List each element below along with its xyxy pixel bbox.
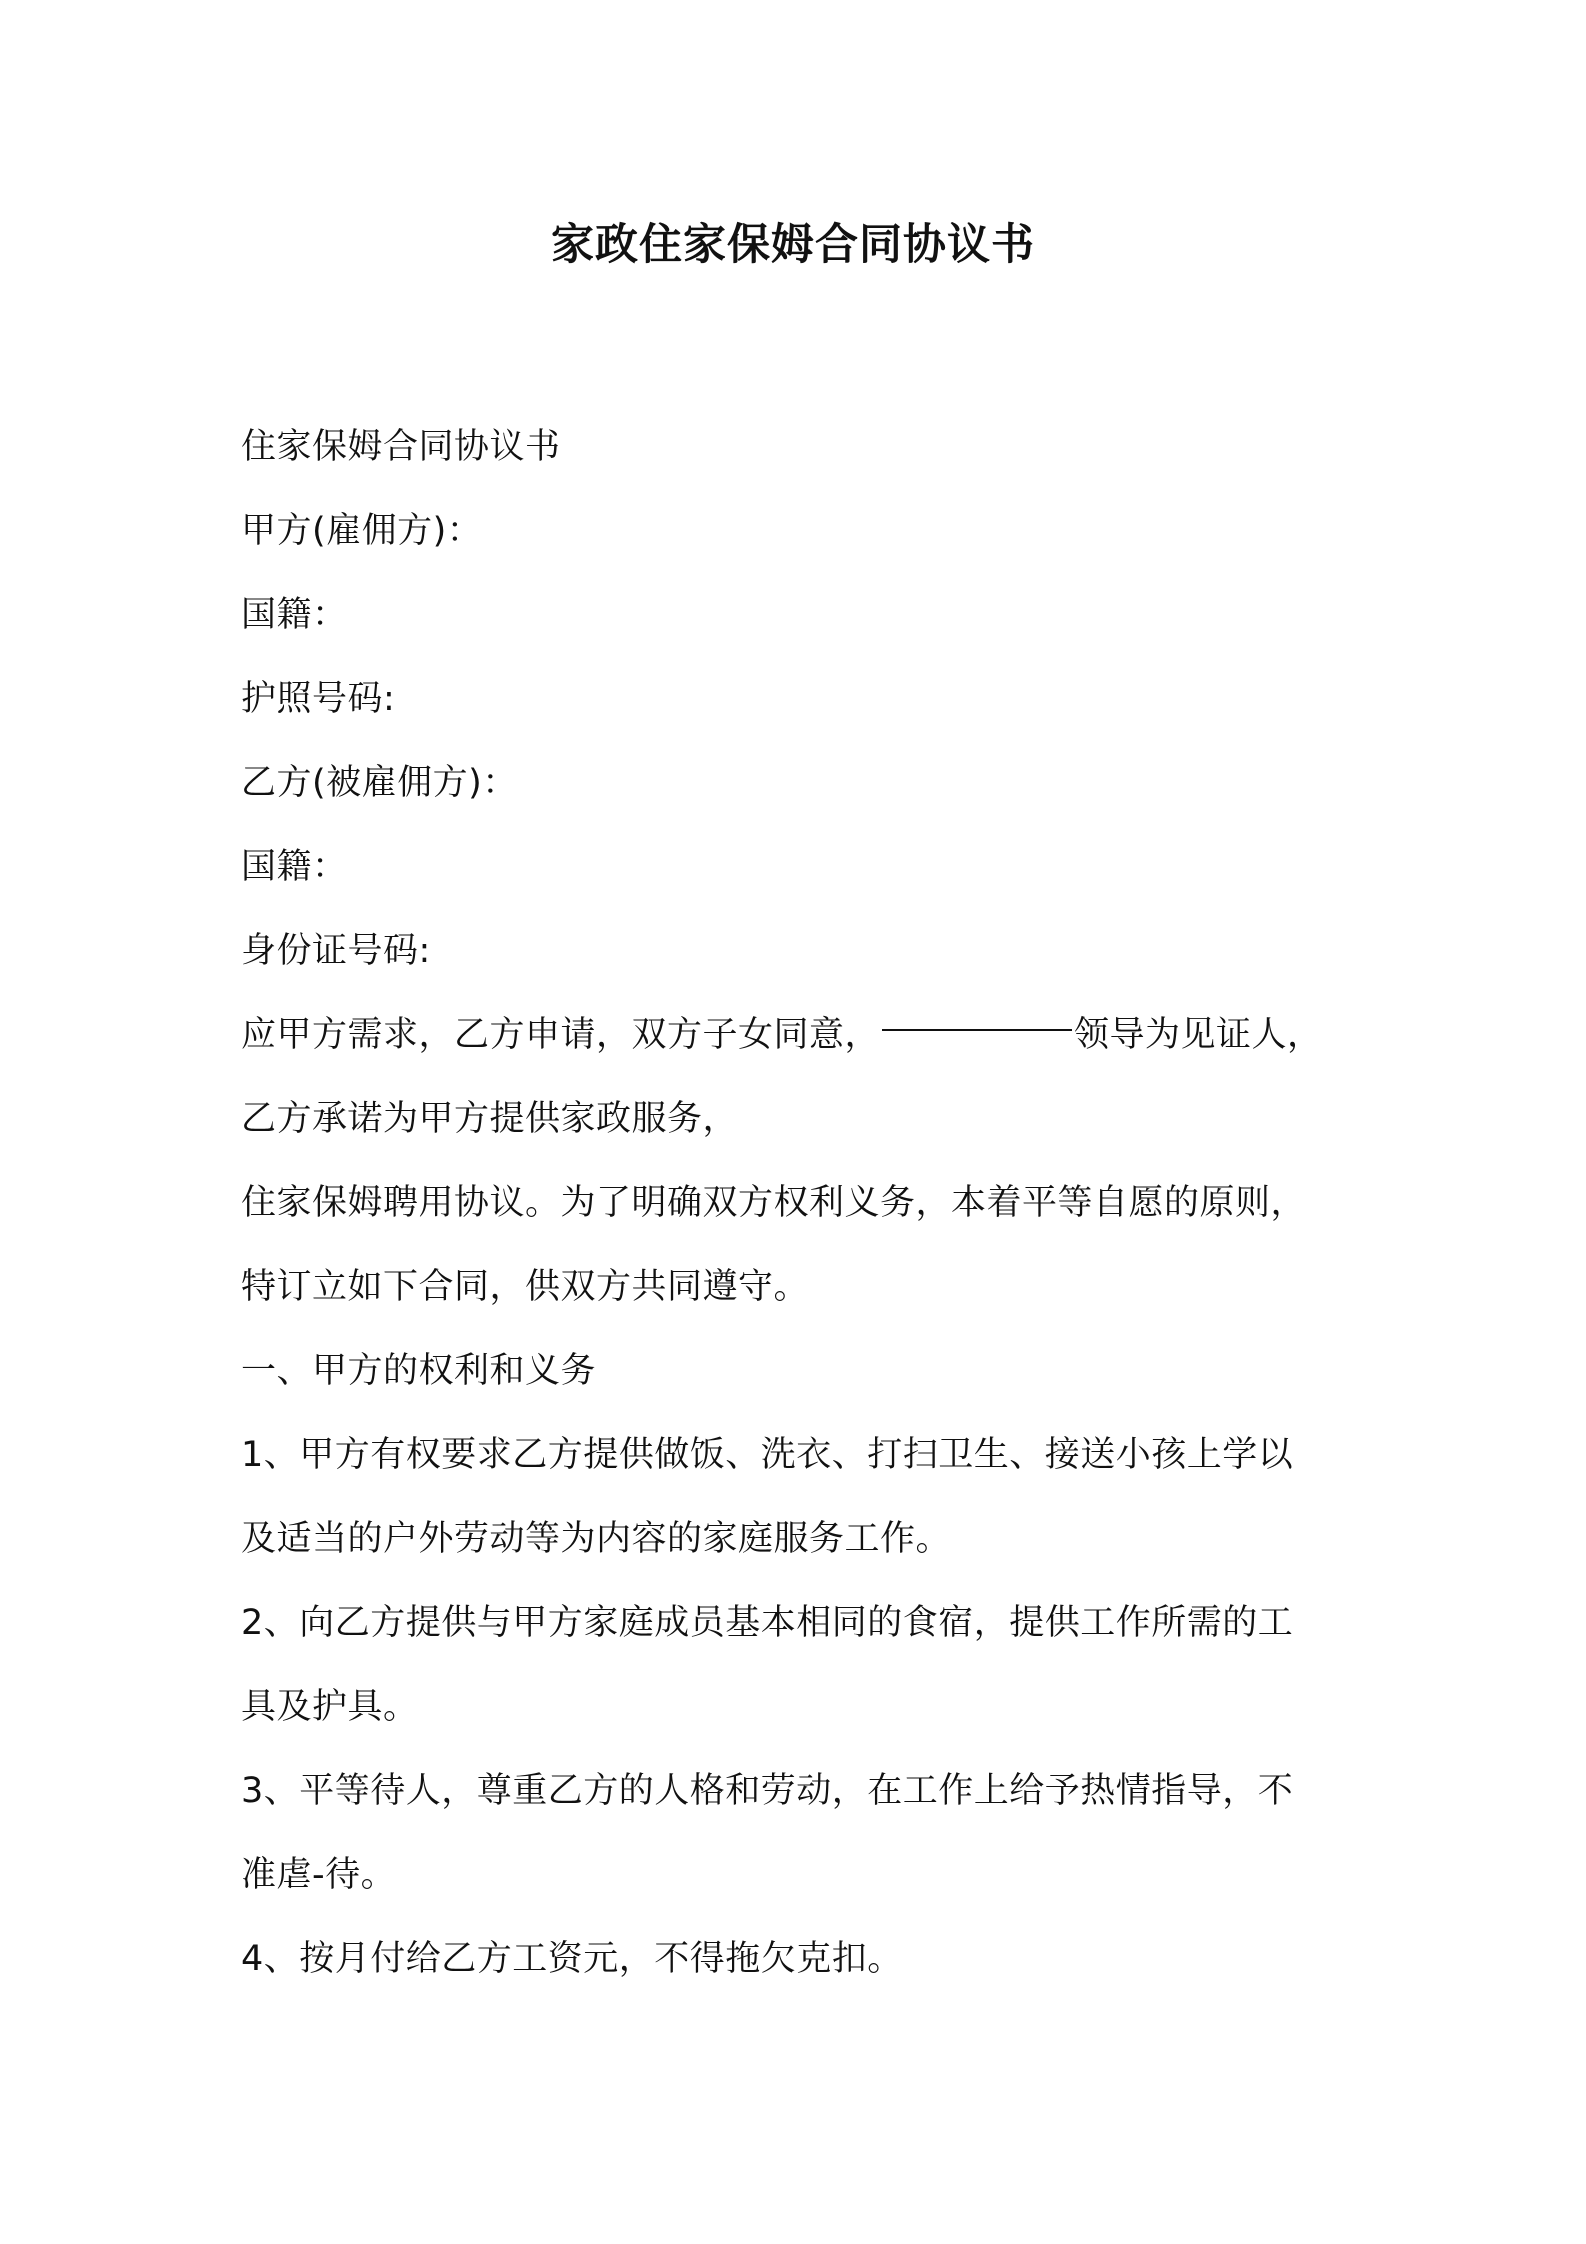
- party-a-passport: 护照号码:: [241, 679, 396, 719]
- party-b-id-number: 身份证号码:: [241, 931, 431, 971]
- party-b-label: 乙方(被雇佣方)：: [241, 763, 518, 803]
- clause-3-line-2: 准虐-待。: [241, 1855, 397, 1895]
- intro-line-4: 特订立如下合同，供双方共同遵守。: [241, 1267, 810, 1307]
- party-b-nationality: 国籍：: [241, 847, 348, 887]
- intro-line-2: 乙方承诺为甲方提供家政服务，: [241, 1099, 739, 1139]
- clause-4-line-1: 4、按月付给乙方工资元，不得拖欠克扣。: [241, 1939, 903, 1979]
- clause-1-line-2: 及适当的户外劳动等为内容的家庭服务工作。: [241, 1519, 952, 1559]
- subtitle: 住家保姆合同协议书: [241, 427, 561, 467]
- intro-line-1-before: 应甲方需求，乙方申请，双方子女同意，: [241, 1015, 881, 1055]
- clause-2-line-2: 具及护具。: [241, 1687, 419, 1727]
- section-1-heading: 一、甲方的权利和义务: [241, 1351, 597, 1391]
- witness-blank: [882, 993, 1072, 1031]
- intro-line-3: 住家保姆聘用协议。为了明确双方权利义务，本着平等自愿的原则，: [241, 1183, 1307, 1223]
- document-body: [241, 405, 1361, 2001]
- clause-1-line-1: 1、甲方有权要求乙方提供做饭、洗衣、打扫卫生、接送小孩上学以: [241, 1435, 1294, 1475]
- intro-line-1: [241, 993, 1361, 1077]
- party-a-label: 甲方(雇佣方)：: [241, 511, 483, 551]
- intro-line-1-after: 领导为见证人，: [1074, 1015, 1323, 1055]
- clause-2-line-1: 2、向乙方提供与甲方家庭成员基本相同的食宿，提供工作所需的工: [241, 1603, 1294, 1643]
- clause-3-line-1: 3、平等待人，尊重乙方的人格和劳动，在工作上给予热情指导，不: [241, 1771, 1294, 1811]
- document-title: 家政住家保姆合同协议书: [551, 220, 1035, 270]
- party-a-nationality: 国籍：: [241, 595, 348, 635]
